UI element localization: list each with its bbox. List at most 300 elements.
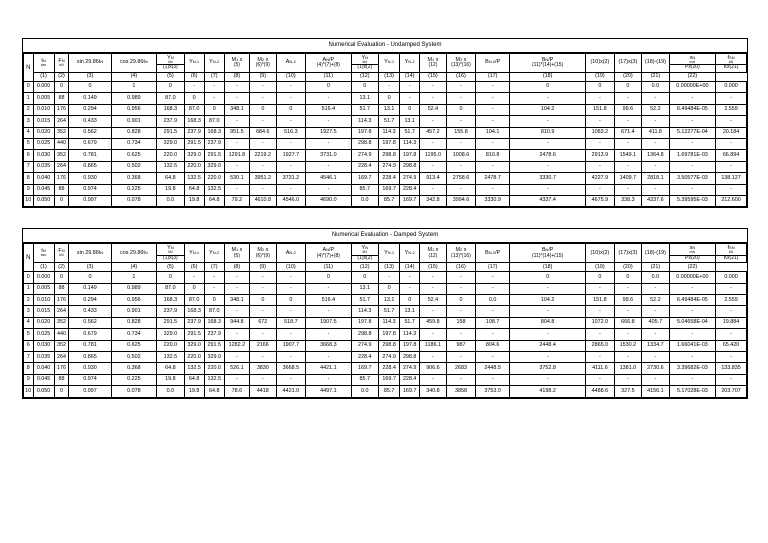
table-cell: - [716, 93, 747, 104]
table-cell: - [716, 138, 747, 149]
table-cell: 228.4 [400, 374, 420, 385]
table-cell: 197.8 [351, 317, 378, 328]
header-anp: AN/P (4)*(7)+(8) [306, 54, 351, 73]
table-cell: 0.0 [157, 195, 184, 206]
table-cell: 1.69781E-03 [669, 150, 716, 161]
table-cell: 352 [54, 127, 69, 138]
table-cell: 85.7 [379, 195, 400, 206]
table-cell: 1282.2 [224, 340, 249, 351]
table-cell: - [716, 374, 747, 385]
table-cell: 2683 [446, 363, 476, 374]
table-cell: 0.974 [69, 184, 111, 195]
table-cell: - [476, 283, 510, 294]
table-cell: 0 [69, 272, 111, 283]
table-cell: - [446, 374, 476, 385]
table-cell: - [306, 138, 351, 149]
table-cell: 666.8 [614, 317, 641, 328]
table-cell: 0.078 [111, 386, 156, 397]
table-cell: - [586, 116, 615, 127]
table-cell: 2166 [250, 340, 276, 351]
table-cell: 6.49484E-05 [669, 295, 716, 306]
column-number: (8) [224, 73, 249, 82]
table-cell: - [224, 374, 249, 385]
table-cell: 0 [510, 82, 586, 93]
table-cell: 3731.2 [276, 173, 306, 184]
table-cell: 176 [54, 363, 69, 374]
table-cell: 274.9 [351, 150, 378, 161]
table-cell: - [586, 374, 615, 385]
table-cell: 169.7 [379, 374, 400, 385]
table-cell: - [420, 374, 446, 385]
column-number: (9) [250, 263, 276, 272]
table-cell: 3 [24, 116, 34, 127]
table-cell: 0.045 [33, 374, 54, 385]
table-cell: - [420, 272, 446, 283]
table-cell: 13.1 [379, 104, 400, 115]
table-cell: - [400, 272, 420, 283]
header-bnp: BN/P (11)*(14)+(15) [510, 244, 586, 263]
table-cell: 7 [24, 352, 34, 363]
header-n: N [24, 54, 34, 82]
table-cell: 1907.7 [276, 340, 306, 351]
table-cell: 176 [54, 173, 69, 184]
table-cell: 352 [54, 340, 69, 351]
table-cell: 0.015 [33, 116, 54, 127]
table-cell: 87.0 [204, 116, 224, 127]
table-cell: 0.0 [642, 82, 669, 93]
column-number: (14) [400, 263, 420, 272]
table-cell: 0 [54, 195, 69, 206]
table-cell: 0.502 [111, 352, 156, 363]
table-cell: 0 [24, 272, 34, 283]
table-cell: - [204, 93, 224, 104]
table-cell: - [476, 352, 510, 363]
table-cell: - [586, 184, 615, 195]
table-cell: - [420, 116, 446, 127]
table-cell: 1907.5 [306, 317, 351, 328]
table-cell: 87.0 [157, 283, 184, 294]
table-cell: 518.7 [276, 317, 306, 328]
header-c20: (18)-(19) [642, 54, 669, 73]
table-cell: 2730.6 [642, 363, 669, 374]
table-cell: 220.0 [157, 340, 184, 351]
table-cell: 132.5 [204, 374, 224, 385]
table-cell: - [586, 161, 615, 172]
table-cell: 0.989 [111, 283, 156, 294]
table-cell: 0.433 [69, 116, 111, 127]
table-row [24, 340, 747, 351]
column-number: (5) [157, 73, 184, 82]
header-yn-b: YN kN (1)x(2) [351, 54, 378, 73]
table-cell: 220.0 [184, 161, 204, 172]
table-cell: 0 [250, 104, 276, 115]
table-cell: 329.0 [184, 150, 204, 161]
table-cell: - [204, 283, 224, 294]
table-cell: - [446, 306, 476, 317]
table-cell: 291.5 [184, 138, 204, 149]
table-cell: 0 [446, 295, 476, 306]
table-cell: 0.828 [111, 317, 156, 328]
table-cell: - [306, 329, 351, 340]
table-cell: 298.8 [351, 138, 378, 149]
table-cell: 516.4 [306, 104, 351, 115]
table-cell: 0.025 [33, 329, 54, 340]
table-cell: 298.8 [351, 329, 378, 340]
table-cell: 237.9 [157, 116, 184, 127]
table-cell: 220.0 [184, 352, 204, 363]
table-cell: 951.5 [224, 127, 249, 138]
table-cell: 0.562 [69, 317, 111, 328]
table-row [24, 195, 747, 206]
table-cell: 1334.7 [642, 340, 669, 351]
table-cell: - [420, 329, 446, 340]
table-cell: 64.8 [157, 363, 184, 374]
table-cell: 19.8 [184, 195, 204, 206]
table-cell: - [306, 184, 351, 195]
table-cell: - [669, 306, 716, 317]
header-yn: YN kN (1)x(3) [157, 244, 184, 263]
table-cell: 0.679 [69, 138, 111, 149]
worksheet [22, 38, 746, 399]
table-cell: - [276, 93, 306, 104]
table-row [24, 317, 747, 328]
column-number: (6) [184, 73, 204, 82]
table-cell: 526.1 [224, 363, 249, 374]
header-t: tN sec [33, 244, 54, 263]
table-cell: 88 [54, 283, 69, 294]
header-m1: M1 x (5) [224, 244, 249, 263]
header-fs: fSN kN Kx(21) [716, 54, 747, 73]
table-cell: 0.030 [33, 340, 54, 351]
table-cell: - [716, 283, 747, 294]
table-cell: 340.8 [420, 386, 446, 397]
table-cell: 0.005 [33, 93, 54, 104]
table-cell: 4546.1 [306, 173, 351, 184]
table-cell: 78.6 [224, 386, 249, 397]
table-cell: 342.8 [420, 195, 446, 206]
column-number: (4) [111, 263, 156, 272]
header-c20: (18)-(19) [642, 244, 669, 263]
table-cell: - [224, 116, 249, 127]
table-cell: 0.149 [69, 93, 111, 104]
table-cell: 0 [351, 82, 378, 93]
table-cell: 10 [24, 386, 34, 397]
column-number: (18) [510, 263, 586, 272]
table-cell: - [250, 374, 276, 385]
table-cell: 1008.6 [446, 150, 476, 161]
table-cell: 64.8 [204, 386, 224, 397]
table-cell: 3.50577E-03 [669, 173, 716, 184]
table-cell: 66.894 [716, 150, 747, 161]
table-cell: 329.0 [157, 329, 184, 340]
table-cell: - [642, 93, 669, 104]
table-cell: - [184, 82, 204, 93]
table-cell: - [306, 283, 351, 294]
table-cell: - [642, 184, 669, 195]
table-cell: 0.010 [33, 104, 54, 115]
table-cell: 2865.0 [586, 340, 615, 351]
column-number: (6) [184, 263, 204, 272]
column-number: (1) [33, 263, 54, 272]
column-number: (13) [379, 263, 400, 272]
column-number: (5) [157, 263, 184, 272]
table-cell: 132.5 [157, 352, 184, 363]
table-cell: - [510, 93, 586, 104]
table-cell: - [669, 283, 716, 294]
table-cell: 0.781 [69, 340, 111, 351]
table-cell: 804.8 [510, 317, 586, 328]
undamped-table-body [24, 82, 747, 207]
table-cell: 0.294 [69, 295, 111, 306]
table-cell: 0.050 [33, 195, 54, 206]
table-cell: 2913.9 [586, 150, 615, 161]
table-cell: 672 [250, 317, 276, 328]
table-cell: 237.9 [204, 329, 224, 340]
table-cell: 237.9 [184, 317, 204, 328]
table-cell: 4690.0 [306, 195, 351, 206]
table-cell: - [224, 138, 249, 149]
table-cell: - [669, 161, 716, 172]
table-cell: 203.707 [716, 386, 747, 397]
table-cell: 51.7 [351, 295, 378, 306]
header-yn1: YN-1 [184, 244, 204, 263]
column-number: (21) [642, 73, 669, 82]
column-number: (19) [586, 263, 615, 272]
table-cell: 944.8 [224, 317, 249, 328]
table-cell: 327.5 [614, 386, 641, 397]
column-number: (20) [614, 263, 641, 272]
table-cell: - [642, 374, 669, 385]
table-cell: 0.0 [351, 195, 378, 206]
table-cell: 1530.2 [614, 340, 641, 351]
table-cell: 457.2 [420, 127, 446, 138]
table-cell: 4546.0 [276, 195, 306, 206]
table-cell: 0.956 [111, 104, 156, 115]
table-cell: 13.1 [400, 306, 420, 317]
table-cell: - [716, 116, 747, 127]
table-cell: - [276, 352, 306, 363]
table-row [24, 93, 747, 104]
table-cell: 0.025 [33, 138, 54, 149]
table-cell: - [420, 352, 446, 363]
table-cell: 0 [510, 272, 586, 283]
table-cell: - [276, 283, 306, 294]
table-cell: - [614, 116, 641, 127]
table-cell: 0.368 [111, 173, 156, 184]
table-cell: 264 [54, 116, 69, 127]
table-cell: 6.49484E-05 [669, 104, 716, 115]
table-cell: 4227.9 [586, 173, 615, 184]
table-cell: 85.7 [351, 184, 378, 195]
table-row [24, 374, 747, 385]
table-cell: 104.1 [476, 127, 510, 138]
table-cell: 1927.7 [276, 150, 306, 161]
table-cell: 197.8 [379, 138, 400, 149]
table-cell: 151.8 [586, 295, 615, 306]
table-cell: 3731.0 [306, 150, 351, 161]
column-number: (12) [351, 73, 378, 82]
table-cell: 0.828 [111, 127, 156, 138]
table-cell: 0 [184, 93, 204, 104]
table-cell: 228.4 [351, 352, 378, 363]
table-row [24, 352, 747, 363]
table-cell: 0.0 [642, 272, 669, 283]
table-cell: 0 [54, 82, 69, 93]
table-cell: 0.294 [69, 104, 111, 115]
table-cell: 108.7 [476, 317, 510, 328]
table-cell: 298.8 [379, 340, 400, 351]
table-cell: - [250, 352, 276, 363]
table-cell: 169.7 [379, 184, 400, 195]
table-cell: - [306, 374, 351, 385]
header-yn2-b: YN-2 [400, 54, 420, 73]
table-cell: 0.000 [33, 82, 54, 93]
table-cell: 0 [276, 295, 306, 306]
table-cell: 0.000 [716, 272, 747, 283]
table-cell: - [224, 329, 249, 340]
table-cell: - [224, 272, 249, 283]
table-cell: 530.1 [224, 173, 249, 184]
table-cell: - [642, 352, 669, 363]
table-cell: 3.39682E-03 [669, 363, 716, 374]
table-cell: 0.865 [69, 352, 111, 363]
table-cell: - [642, 329, 669, 340]
table-cell: 0.00000E+00 [669, 82, 716, 93]
table-cell: 0 [351, 272, 378, 283]
table-cell: 0.997 [69, 386, 111, 397]
table-cell: - [204, 272, 224, 283]
table-cell: 987 [446, 340, 476, 351]
column-number: (11) [306, 263, 351, 272]
header-c18: (10)x(2) [586, 244, 615, 263]
column-number: (8) [224, 263, 249, 272]
column-number: (19) [586, 73, 615, 82]
table-cell: 0.679 [69, 329, 111, 340]
table-cell: 0.050 [33, 386, 54, 397]
table-cell: - [669, 138, 716, 149]
table-cell: 405.7 [642, 317, 669, 328]
table-cell: 13.1 [400, 116, 420, 127]
table-cell: 6 [24, 340, 34, 351]
table-cell: 1 [111, 272, 156, 283]
table-cell: 212.600 [716, 195, 747, 206]
table-cell: 51.7 [379, 306, 400, 317]
table-cell: 138.127 [716, 173, 747, 184]
header-f: FN kN [54, 54, 69, 73]
table-cell: - [669, 374, 716, 385]
table-cell: 0.035 [33, 161, 54, 172]
table-cell: 5.39595E-03 [669, 195, 716, 206]
table-cell: - [669, 184, 716, 195]
table-cell: 51.7 [400, 317, 420, 328]
table-cell: 440 [54, 329, 69, 340]
table-cell: 0.974 [69, 374, 111, 385]
table-cell: 168.3 [184, 306, 204, 317]
table-cell: 0.997 [69, 195, 111, 206]
table-cell: 51.7 [351, 104, 378, 115]
table-cell: 298.8 [400, 161, 420, 172]
table-cell: - [400, 283, 420, 294]
table-cell: 2 [24, 295, 34, 306]
table-cell: 88 [54, 374, 69, 385]
table-cell: - [614, 306, 641, 317]
table-cell: 2758.6 [446, 173, 476, 184]
table-cell: 19.8 [157, 184, 184, 195]
column-number: (22) [669, 263, 716, 272]
table-cell: 0 [586, 82, 615, 93]
table-row [24, 283, 747, 294]
table-cell: 237.9 [204, 138, 224, 149]
column-number: (1) [33, 73, 54, 82]
table-row [24, 306, 747, 317]
table-cell: - [446, 283, 476, 294]
table-cell: 4198.2 [510, 386, 586, 397]
table-cell: 20.184 [716, 127, 747, 138]
table-cell: - [250, 116, 276, 127]
table-cell: 13.1 [379, 295, 400, 306]
table-cell: 3830 [250, 363, 276, 374]
table-cell: - [446, 161, 476, 172]
table-cell: - [420, 306, 446, 317]
table-cell: - [446, 138, 476, 149]
table-cell: - [306, 352, 351, 363]
table-cell: - [642, 283, 669, 294]
table-cell: 0.000 [716, 82, 747, 93]
table-cell: 5 [24, 329, 34, 340]
table-cell: 0 [586, 272, 615, 283]
table-cell: 0.625 [111, 340, 156, 351]
column-number: (20) [614, 73, 641, 82]
table-cell: 52.2 [642, 104, 669, 115]
table-cell: 0 [54, 386, 69, 397]
header-c19: (17)x(3) [614, 244, 641, 263]
table-cell: - [446, 184, 476, 195]
table-cell: 1291.8 [224, 150, 249, 161]
table-cell: 0 [306, 272, 351, 283]
table-cell: - [476, 329, 510, 340]
table-cell: 3858 [446, 386, 476, 397]
table-cell: 291.5 [184, 329, 204, 340]
table-cell: 169.7 [351, 173, 378, 184]
table-cell: 0.502 [111, 161, 156, 172]
table-cell: 0.078 [111, 195, 156, 206]
table-cell: 0.0 [157, 386, 184, 397]
table-row [24, 150, 747, 161]
table-cell: 3668.3 [306, 340, 351, 351]
table-cell: - [250, 82, 276, 93]
table-cell: - [250, 272, 276, 283]
table-cell: 3330.7 [510, 173, 586, 184]
column-number: (2) [54, 73, 69, 82]
table-cell: 197.8 [379, 329, 400, 340]
table-cell: 1195.0 [420, 150, 446, 161]
table-cell: 4156.1 [642, 386, 669, 397]
table-cell: 168.3 [157, 104, 184, 115]
table-cell: 176 [54, 295, 69, 306]
table-cell: - [510, 184, 586, 195]
table-cell: - [586, 138, 615, 149]
table-cell: 4421.1 [306, 363, 351, 374]
table-row [24, 173, 747, 184]
table-cell: 291.5 [204, 150, 224, 161]
header-m1-b: M1 x (12) [420, 54, 446, 73]
table-cell: 0 [306, 82, 351, 93]
table-cell: 1 [24, 283, 34, 294]
table-cell: 0.433 [69, 306, 111, 317]
table-cell: 99.6 [614, 104, 641, 115]
damped-table [23, 243, 747, 397]
table-title: Numerical Evaluation - Undamped System [23, 39, 747, 53]
